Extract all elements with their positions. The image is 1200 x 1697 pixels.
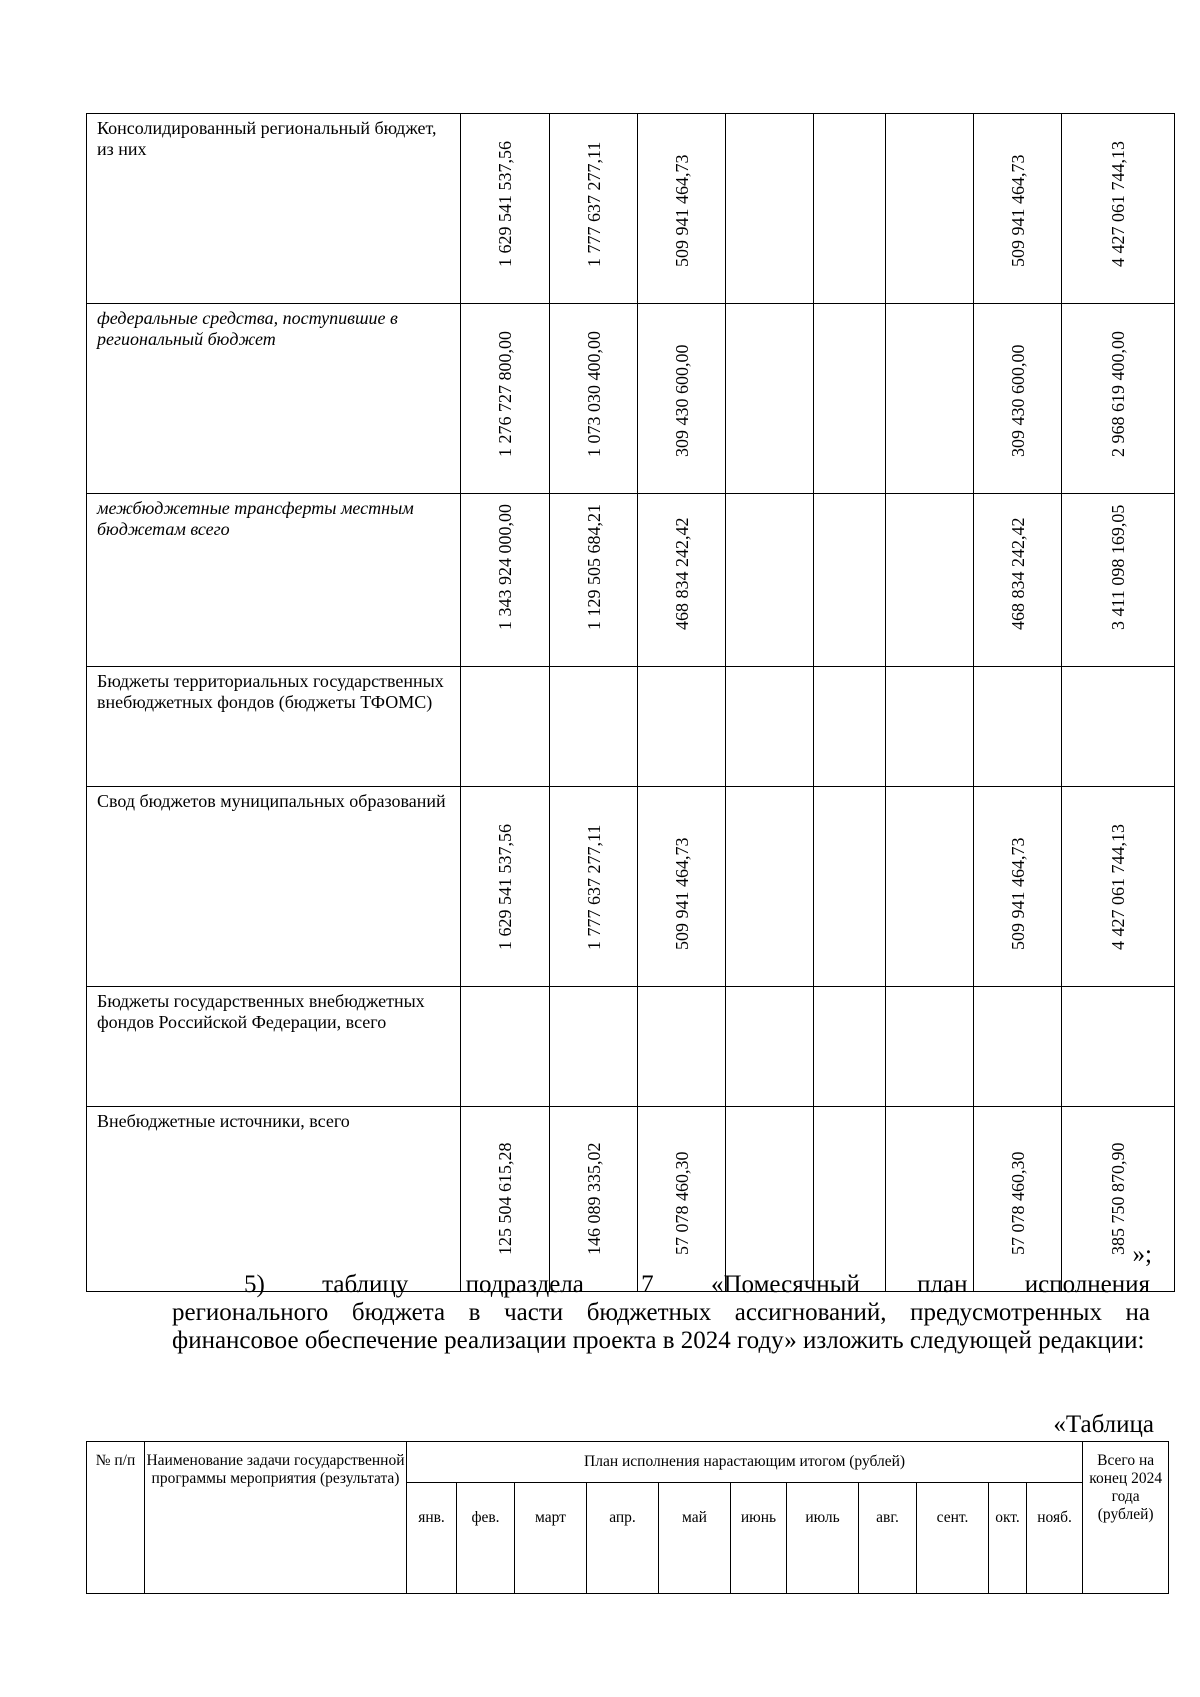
- row-label: Бюджеты территориальных государственных внебюджетных фондов (бюджеты ТФОМС): [87, 667, 461, 787]
- value-cell: [638, 787, 726, 987]
- value-cell: [1062, 494, 1175, 667]
- table-row: [87, 304, 1175, 494]
- cell-value: 309 430 600,00: [671, 344, 692, 457]
- value-cell: [814, 667, 886, 787]
- value-cell: [814, 114, 886, 304]
- value-cell: [814, 1107, 886, 1292]
- cell-value: 4 427 061 744,13: [1108, 141, 1128, 267]
- month-header: сент.: [917, 1483, 989, 1594]
- value-cell: [550, 987, 638, 1107]
- month-header: март: [515, 1483, 587, 1594]
- table-row: [87, 494, 1175, 667]
- value-cell: [550, 304, 638, 494]
- value-cell: [1062, 667, 1175, 787]
- cell-value: 468 834 242,42: [671, 517, 692, 630]
- closing-quote: »;: [1132, 1241, 1152, 1268]
- table-row: [87, 787, 1175, 987]
- value-cell: [814, 494, 886, 667]
- cell-value: 57 078 460,30: [1007, 1151, 1028, 1255]
- value-cell: [814, 304, 886, 494]
- value-cell: [726, 987, 814, 1107]
- paragraph-rest: регионального бюджета в части бюджетных ассигнований, предусмотренных на финансовое обеспечение реализации проекта в 2024 году» изложить следующей редакции:: [172, 1299, 1150, 1354]
- value-cell: [550, 114, 638, 304]
- value-cell: [886, 114, 974, 304]
- month-header: июнь: [731, 1483, 787, 1594]
- cell-value: 509 941 464,73: [1007, 837, 1028, 950]
- cell-value: 1 629 541 537,56: [495, 141, 515, 267]
- value-cell: [1062, 114, 1175, 304]
- row-label: Консолидированный региональный бюджет, из них: [87, 114, 461, 304]
- value-cell: [1062, 987, 1175, 1107]
- value-cell: [886, 667, 974, 787]
- cell-value: 309 430 600,00: [1007, 344, 1028, 457]
- cell-value: 125 504 615,28: [495, 1142, 515, 1255]
- cell-value: 509 941 464,73: [671, 154, 692, 267]
- cell-value: 3 411 098 169,05: [1108, 504, 1128, 630]
- value-cell: [974, 787, 1062, 987]
- value-cell: [461, 787, 550, 987]
- value-cell: [1062, 787, 1175, 987]
- value-cell: [814, 787, 886, 987]
- value-cell: [461, 304, 550, 494]
- value-cell: [638, 1107, 726, 1292]
- row-label: Внебюджетные источники, всего: [87, 1107, 461, 1292]
- month-header: май: [659, 1483, 731, 1594]
- value-cell: [638, 304, 726, 494]
- value-cell: [974, 987, 1062, 1107]
- value-cell: [726, 304, 814, 494]
- cell-value: 146 089 335,02: [583, 1142, 604, 1255]
- cell-value: 468 834 242,42: [1007, 517, 1028, 630]
- cell-value: 57 078 460,30: [671, 1151, 692, 1255]
- cell-value: 1 629 541 537,56: [495, 824, 515, 950]
- table-row: [87, 667, 1175, 787]
- row-label: межбюджетные трансферты местным бюджетам всего: [87, 494, 461, 667]
- value-cell: [814, 987, 886, 1107]
- value-cell: [886, 494, 974, 667]
- value-cell: [886, 1107, 974, 1292]
- row-label: Свод бюджетов муниципальных образований: [87, 787, 461, 987]
- value-cell: [461, 987, 550, 1107]
- cell-value: 1 073 030 400,00: [583, 331, 604, 457]
- value-cell: [974, 667, 1062, 787]
- value-cell: [461, 114, 550, 304]
- value-cell: [974, 114, 1062, 304]
- value-cell: [638, 667, 726, 787]
- value-cell: [638, 987, 726, 1107]
- value-cell: [638, 114, 726, 304]
- table-caption: «Таблица: [1053, 1411, 1154, 1438]
- value-cell: [726, 114, 814, 304]
- value-cell: [550, 667, 638, 787]
- cell-value: 385 750 870,90: [1108, 1142, 1128, 1255]
- table-row: [87, 987, 1175, 1107]
- value-cell: [726, 667, 814, 787]
- value-cell: [726, 494, 814, 667]
- month-header: окт.: [989, 1483, 1027, 1594]
- value-cell: [461, 667, 550, 787]
- month-header: апр.: [587, 1483, 659, 1594]
- cell-value: 4 427 061 744,13: [1108, 824, 1128, 950]
- row-label: Бюджеты государственных внебюджетных фондов Российской Федерации, всего: [87, 987, 461, 1107]
- header-number: № п/п: [87, 1442, 145, 1594]
- value-cell: [886, 987, 974, 1107]
- value-cell: [461, 494, 550, 667]
- value-cell: [550, 1107, 638, 1292]
- value-cell: [1062, 304, 1175, 494]
- value-cell: [1062, 1107, 1175, 1292]
- value-cell: [550, 787, 638, 987]
- amendment-paragraph: [172, 1271, 1150, 1355]
- value-cell: [638, 494, 726, 667]
- monthly-plan-table: [86, 1441, 1169, 1594]
- cell-value: 2 968 619 400,00: [1108, 331, 1128, 457]
- cell-value: 1 129 505 684,21: [583, 504, 604, 630]
- cell-value: 1 777 637 277,11: [583, 824, 604, 950]
- value-cell: [726, 1107, 814, 1292]
- value-cell: [726, 787, 814, 987]
- header-task-name: Наименование задачи государственной программы мероприятия (результата): [145, 1442, 407, 1594]
- month-header: июль: [787, 1483, 859, 1594]
- value-cell: [550, 494, 638, 667]
- month-header: фев.: [457, 1483, 515, 1594]
- budget-table: [86, 113, 1175, 1292]
- table-row: [87, 114, 1175, 304]
- value-cell: [974, 304, 1062, 494]
- cell-value: 1 343 924 000,00: [495, 504, 515, 630]
- value-cell: [974, 494, 1062, 667]
- value-cell: [461, 1107, 550, 1292]
- row-label: федеральные средства, поступившие в региональный бюджет: [87, 304, 461, 494]
- paragraph-first-line: 5) таблицу подраздела 7 «Помесячный план исполнения: [244, 1271, 1150, 1298]
- value-cell: [886, 304, 974, 494]
- cell-value: 1 777 637 277,11: [583, 141, 604, 267]
- cell-value: 509 941 464,73: [1007, 154, 1028, 267]
- month-header: янв.: [407, 1483, 457, 1594]
- header-total: Всего на конец 2024 года (рублей): [1083, 1442, 1169, 1594]
- value-cell: [886, 787, 974, 987]
- cell-value: 1 276 727 800,00: [495, 331, 515, 457]
- cell-value: 509 941 464,73: [671, 837, 692, 950]
- header-plan: План исполнения нарастающим итогом (рублей): [407, 1442, 1083, 1483]
- table-row: [87, 1107, 1175, 1292]
- month-header: авг.: [859, 1483, 917, 1594]
- value-cell: [974, 1107, 1062, 1292]
- month-header: нояб.: [1027, 1483, 1083, 1594]
